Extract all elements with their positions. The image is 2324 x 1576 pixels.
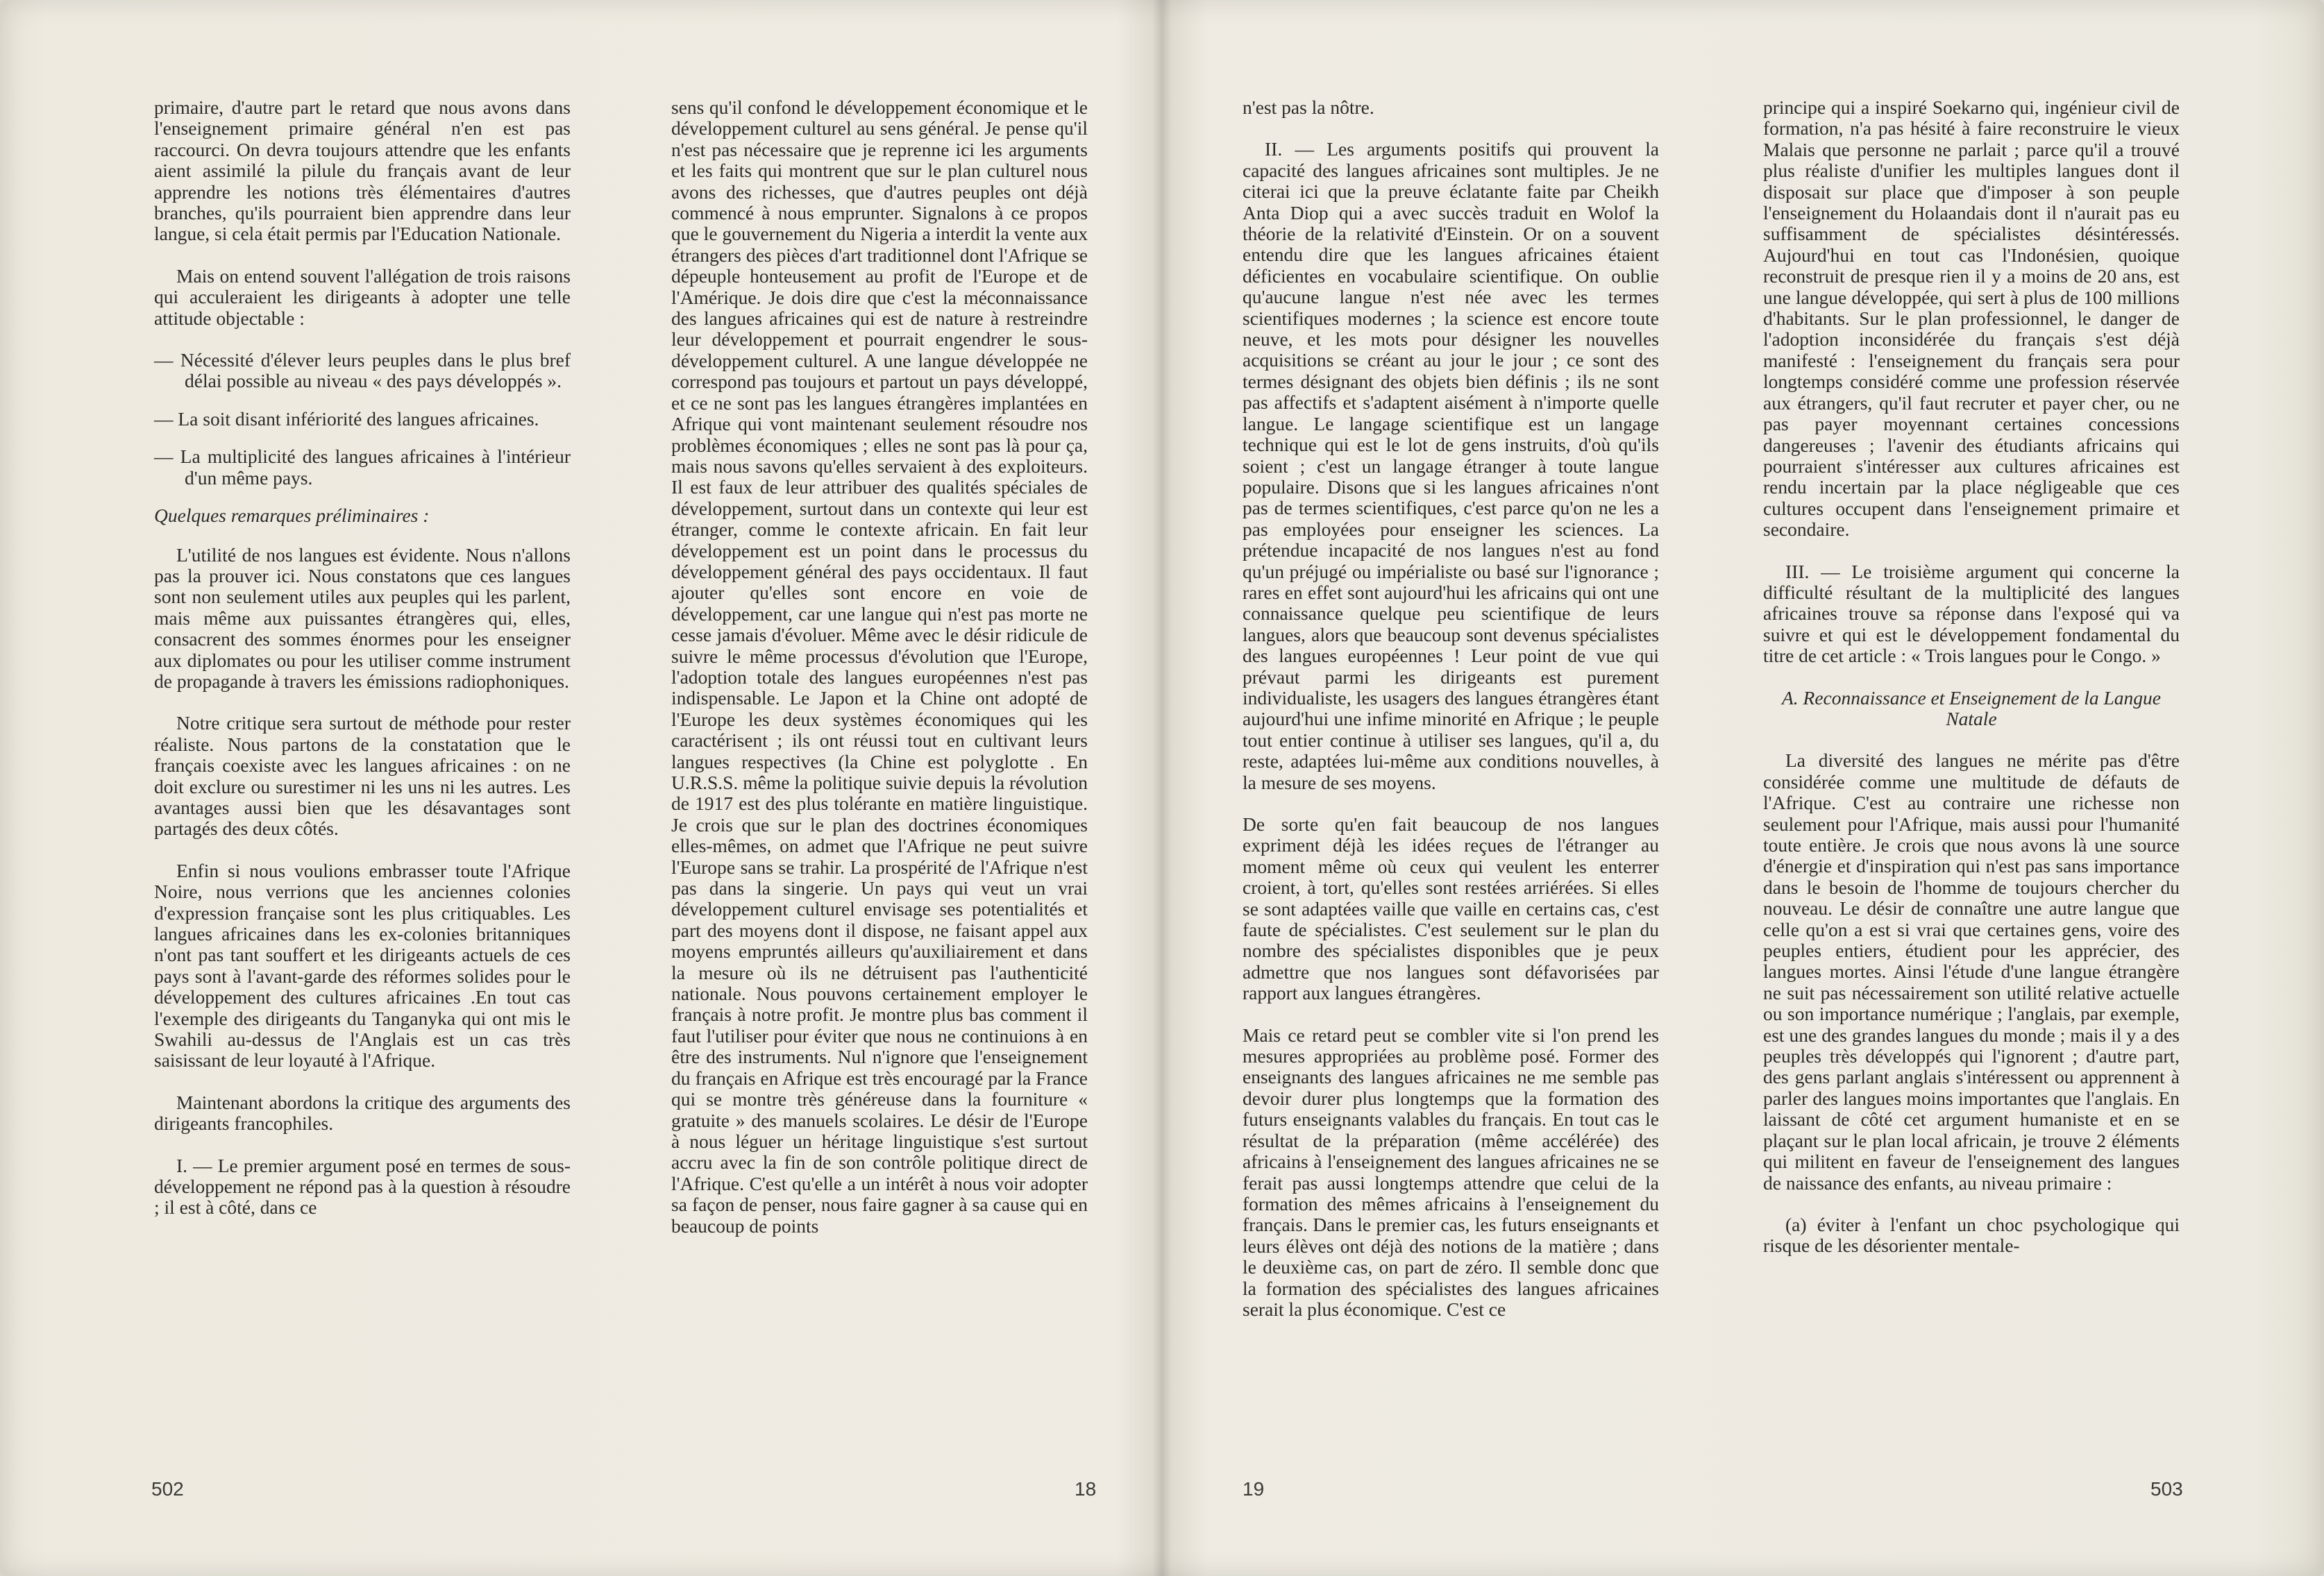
paragraph: Notre critique sera surtout de méthode pour rester réaliste. Nous partons de la constatation que le français coexiste avec les langues africaines : on ne doit exclure ou surestimer ni les uns ni les autres. Les avantages aussi bien que les désavantages sont partagés des deux côtés.: [154, 712, 571, 840]
paragraph: Maintenant abordons la critique des arguments des dirigeants francophiles.: [154, 1091, 571, 1135]
page-number-502: 502: [151, 1478, 184, 1500]
column-3: [1243, 97, 1659, 1341]
paragraph: (a) éviter à l'enfant un choc psychologique qui risque de les désorienter mentale-: [1763, 1213, 2180, 1257]
paragraph: primaire, d'autre part le retard que nous avons dans l'enseignement primaire général n'en est pas raccourci. On devra toujours attendre que les enfants aient assimilé la pilule du français avant de leur apprendre les notions très élémentaires d'autres branches, qu'ils pourraient bien apprendre dans leur langue, si cela était permis par l'Education Nationale.: [154, 96, 571, 245]
list-item: — La soit disant infériorité des langues africaines.: [154, 407, 539, 430]
paragraph: II. — Les arguments positifs qui prouvent la capacité des langues africaines sont multiples. Je ne citerai ici que la preuve éclatante faite par Cheikh Anta Diop qui a avec succès traduit en Wolof la théorie de la relativité d'Einstein. Or on a souvent entendu dire que les langues africaines étaient déficientes en vocabulaire scientifique. On oublie qu'aucune langue n'est née avec les termes scientifiques modernes ; la science est encore toute neuve, et les mots pour désigner les nouvelles acquisitions se créant au jour le jour ; ce sont des termes désignant des objets bien définis ; ils ne sont pas affectifs et s'adaptent aisément à n'importe quelle langue. Le langage scientifique est un langage technique qui est le lot de gens instruits, d'où qu'ils soient ; c'est un langage étranger à toute langue populaire. Disons que si les langues africaines n'ont pas de termes scientifiques, c'est parce qu'on ne les a pas employées pour enseigner les sciences. La prétendue incapacité de nos langues n'est au fond qu'un préjugé ou impérialiste ou basé sur l'ignorance ; rares en effet sont aujourd'hui les africains qui ont une connaissance quelque peu scientifique de leurs langues, alors que beaucoup sont devenus spécialistes des langues européennes ! Leur point de vue qui prévaut parmi les dirigeants est purement individualiste, les usagers des langues étrangères étant aujourd'hui une infime minorité en Afrique ; le peuple tout entier continue à utiliser ses langues, qu'il a, du reste, adaptées lui-même aux conditions nouvelles, à la mesure de ses moyens.: [1243, 138, 1659, 793]
paragraph: L'utilité de nos langues est évidente. Nous n'allons pas la prouver ici. Nous constatons que ces langues sont non seulement utiles aux peuples qui les parlent, mais même aux puissantes étrangères qui, elles, consacrent des sommes énormes pour les enseigner aux diplomates ou pour les utiliser comme instrument de propagande à travers les émissions radiophoniques.: [154, 543, 571, 692]
page-number-503: 503: [2150, 1478, 2183, 1500]
section-heading: Quelques remarques préliminaires :: [154, 505, 430, 527]
paragraph: I. — Le premier argument posé en termes de sous-développement ne répond pas à la question à résoudre ; il est à côté, dans ce: [154, 1154, 571, 1219]
page-number-19: 19: [1243, 1478, 1265, 1500]
column-2: [671, 97, 1088, 1257]
paragraph: Mais ce retard peut se combler vite si l'on prend les mesures appropriées au problème posé. Former des enseignants des langues africaines ne me semble pas devoir durer plus longtemps que la formation des futurs enseignants valables du français. En tout cas le résultat de la préparation (même accélérée) des africains à l'enseignement des langues africaines ne se ferait pas aussi longtemps attendre que celui de la formation des mêmes africains à l'enseignement du français. Dans le premier cas, les futurs enseignants et leurs élèves ont déjà des notions de la matière ; dans le deuxième cas, on part de zéro. Il semble donc que la formation des spécialistes des langues africaines serait la plus économique. C'est ce: [1243, 1024, 1659, 1320]
book-gutter: [1152, 0, 1172, 1576]
list-item: — Nécessité d'élever leurs peuples dans le plus bref délai possible au niveau « des pays développés ».: [154, 349, 571, 392]
paragraph: La diversité des langues ne mérite pas d'être considérée comme une multitude de défauts de l'Afrique. C'est au contraire une richesse non seulement pour l'Afrique, mais aussi pour l'humanité toute entière. Je crois que nous avons là une source d'énergie et d'inspiration qui n'est pas sans importance dans le besoin de l'homme de toujours chercher du nouveau. Le désir de connaître une autre langue que celle qu'on a est si vrai que certaines gens, voire des peuples entiers, étudient pour les apprécier, des langues mortes. Ainsi l'étude d'une langue étrangère ne suit pas nécessairement son utilité relative actuelle ou son importance numérique ; l'anglais, par exemple, est une des grandes langues du monde ; mais il y a des peuples très développés qui l'ignorent ; d'autre part, des gens parlant anglais s'intéressent ou apprennent à parler des langues moins importantes que l'anglais. En laissant de côté cet argument humaniste et en se plaçant sur le plan local africain, je trouve 2 éléments qui militent en faveur de l'enseignement des langues de naissance des enfants, au niveau primaire :: [1763, 749, 2180, 1194]
paragraph: De sorte qu'en fait beaucoup de nos langues expriment déjà les idées reçues de l'étranger au moment même où ceux qui veulent les enterrer croient, à tort, qu'elles sont restées arriérées. Si elles se sont adaptées vaille que vaille en certains cas, c'est faute de spécialistes. C'est seulement sur le plan du nombre des spécialistes disponibles que je peux admettre que nos langues sont défavorisées par rapport aux langues étrangères.: [1243, 813, 1659, 1004]
page-number-18: 18: [1075, 1478, 1097, 1500]
paragraph: n'est pas la nôtre.: [1243, 96, 1374, 118]
column-4: [1763, 97, 2180, 1278]
paragraph: principe qui a inspiré Soekarno qui, ingénieur civil de formation, n'a pas hésité à faire reconstruire le vieux Malais que personne ne parlait ; parce qu'il a trouvé plus réaliste d'unifier les multiples langues dont il disposait sur place que d'imposer à son peuple l'enseignement du Holaandais dont il n'aurait pas eu suffisamment de spécialistes désintéressés. Aujourd'hui en tout cas l'Indonésien, quoique reconstruit de presque rien il y a moins de 20 ans, est une langue développée, qui sert à plus de 100 millions d'habitants. Sur le plan professionnel, le danger de l'adoption inconsidérée du français s'est déjà manifesté : l'enseignement du français sera pour longtemps considéré comme une profession réservée aux étrangers, qu'il faut recruter et payer cher, ou ne pas payer moyennant certaines concessions dangereuses ; l'avenir des étudiants africains qui pourraient s'intéresser aux cultures africaines est rendu incertain par la place négligeable que ces cultures occupent dans l'enseignement primaire et secondaire.: [1763, 96, 2180, 541]
column-1: [154, 97, 571, 1239]
paragraph: sens qu'il confond le développement économique et le développement culturel au sens général. Je pense qu'il n'est pas nécessaire que je reprenne ici les arguments et les faits qui montrent que sur le plan culturel nous avons des richesses, que d'autres peuples ont déjà commencé à nous emprunter. Signalons à ce propos que le gouvernement du Nigeria a interdit la vente aux étrangers des pièces d'art traditionnel dont l'Afrique se dépeuple honteusement au profit de l'Europe et de l'Amérique. Je dois dire que c'est la méconnaissance des langues africaines qui est de nature à restreindre leur développement et pourrait engendrer le sous-développement culturel. A une langue développée ne correspond pas toujours et partout un pays développé, et ce ne sont pas les langues étrangères implantées en Afrique qui vont maintenant seulement résoudre nos problèmes économiques ; elles ne sont pas là pour ça, mais nous savons qu'elles servaient à des exploiteurs. Il est faux de leur attribuer des qualités spéciales de développement, surtout dans un contexte qui leur est étranger, comme le contexte africain. En fait leur développement est un point dans le processus du développement général des pays occidentaux. Il faut ajouter qu'elles sont encore en voie de développement, car une langue qui n'est pas morte ne cesse jamais d'évoluer. Même avec le désir ridicule de suivre le même processus d'évolution que l'Europe, l'adoption totale des langues européennes n'est pas indispensable. Le Japon et la Chine ont adopté de l'Europe les deux systèmes économiques qui les caractérisent ; ils ont réussi tout en cultivant leurs langues respectives (la Chine est polyglotte . En U.R.S.S. même la politique suivie depuis la révolution de 1917 est des plus tolérante en matière linguistique. Je crois que sur le plan des doctrines économiques elles-mêmes, on admet que l'Afrique ne peut suivre l'Europe sans se trahir. La prospérité de l'Afrique n'est pas dans la singerie. Un pays qui veut un vrai développement culturel envisage ses potentialités et part des moyens dont il dispose, ne faisant appel aux moyens empruntés ailleurs qu'auxiliairement et dans la mesure où ils ne détruisent pas l'authenticité nationale. Nous pouvons certainement employer le français à notre profit. Je montre plus bas comment il faut l'utiliser pour éviter que nous ne continuions à en être des instruments. Nul n'ignore que l'enseignement du français en Afrique est très encouragé par la France qui se montre très généreuse dans la fourniture « gratuite » des manuels scolaires. Le désir de l'Europe à nous léguer un héritage linguistique s'est surtout accru avec la fin de son contrôle politique direct de l'Afrique. C'est qu'elle a un intérêt à nous voir adopter sa façon de penser, nous faire gagner à sa cause qui en beaucoup de points: [671, 96, 1088, 1237]
paragraph: III. — Le troisième argument qui concerne la difficulté résultant de la multiplicité des langues africaines trouve sa réponse dans l'exposé qui va suivre et qui est le développement fondamental du titre de cet article : « Trois langues pour le Congo. »: [1763, 560, 2180, 667]
paragraph: Enfin si nous voulions embrasser toute l'Afrique Noire, nous verrions que les anciennes colonies d'expression française sont les plus critiquables. Les langues africaines dans les ex-colonies britanniques n'ont pas tant souffert et les dirigeants actuels de ces pays sont à l'avant-garde des réformes solides pour le développement des cultures africaines .En tout cas l'exemple des dirigeants du Tanganyka qui ont mis le Swahili au-dessus de l'Anglais est un cas très saisissant de leur loyauté à l'Afrique.: [154, 859, 571, 1071]
section-heading: A. Reconnaissance et Enseignement de la Langue Natale: [1781, 686, 2162, 729]
paragraph: Mais on entend souvent l'allégation de trois raisons qui acculeraient les dirigeants à adopter une telle attitude objectable :: [154, 264, 571, 329]
list-item: — La multiplicité des langues africaines à l'intérieur d'un même pays.: [154, 446, 571, 489]
